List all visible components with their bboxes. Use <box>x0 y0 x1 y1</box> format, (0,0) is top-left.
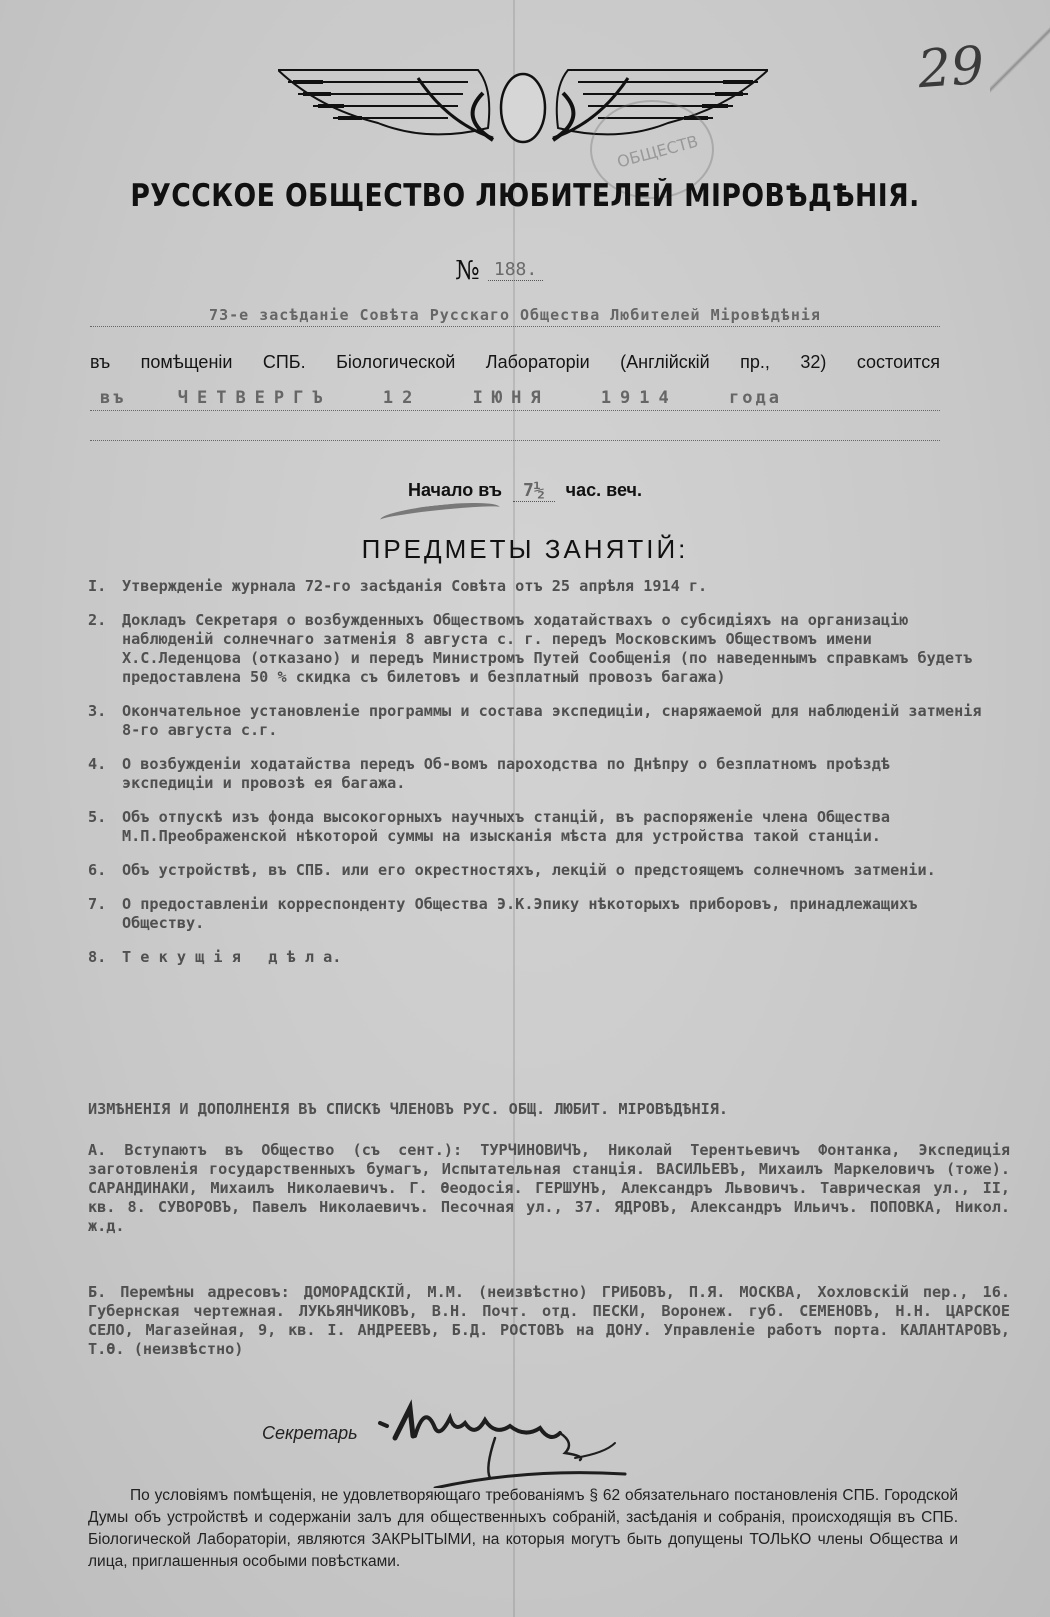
start-suffix: час. веч. <box>565 480 642 500</box>
agenda-item <box>88 755 988 793</box>
number-value: 188. <box>488 259 543 281</box>
item-text: Т е к у щ і я д ѣ л а. <box>122 948 342 966</box>
item-number: 3. <box>88 702 107 720</box>
document-number <box>455 256 543 286</box>
start-prefix: Начало въ <box>407 480 502 500</box>
item-text: Утвержденіе журнала 72-го засѣданія Совѣта отъ 25 апрѣля 1914 г. <box>122 577 708 595</box>
item-text: Объ устройствѣ, въ СПБ. или его окрестностяхъ, лекцій о предстоящемъ солнечномъ затменіи. <box>122 861 936 879</box>
item-number: 5. <box>88 808 107 826</box>
date-word: ЧЕТВЕРГЪ <box>177 388 332 408</box>
corner-crease <box>990 0 1050 120</box>
agenda-list <box>88 577 988 982</box>
venue-word: Лабораторіи <box>485 352 590 372</box>
number-label: № <box>455 256 480 286</box>
stamp-text: ОБЩЕСТВ <box>614 131 701 172</box>
item-number: 8. <box>88 948 107 966</box>
agenda-heading: ПРЕДМЕТЫ ЗАНЯТІЙ: <box>361 534 689 564</box>
pencil-mark <box>379 499 500 528</box>
new-members-section: А. Вступаютъ въ Общество (съ сент.): ТУРЧИНОВИЧЪ, Николай Терентьевичъ Фонтанка, Экспедиція заготовленія государственныхъ бумагъ, Испытательная станція. ВАСИЛЬЕВЪ, Михаилъ Маркеловичъ (тоже). САРАНДИНАКИ, Михаилъ Николаевичъ. Г. Ѳеодосія. ГЕРШУНЪ, Александръ Львовичъ. Таврическая ул., II, кв. 8. СУВОРОВЪ, Павелъ Николаевичъ. Песочная ул., 37. ЯДРОВЪ, Александръ Ильичъ. ПОПОВКА, Никол. ж.д. <box>88 1141 1010 1235</box>
venue-word: состоится <box>856 352 940 372</box>
handwritten-signature <box>375 1398 675 1488</box>
archive-page-number: 29 <box>915 35 987 101</box>
closed-meeting-notice: По условіямъ помѣщенія, не удовлетворяющаго требованіямъ § 62 обязательнаго постановленія СПБ. Городской Думы объ устройствѣ и содержаніи залъ для общественныхъ собраній, засѣданія и собранія, происходящія въ СПБ. Біологической Лабораторіи, являются ЗАКРЫТЫМИ, на которыя могутъ быть допущены ТОЛЬКО члены Общества и лица, приглашенныя особыми повѣстками. <box>88 1487 958 1570</box>
venue-word: помѣщеніи <box>140 352 233 372</box>
date-line <box>90 388 940 411</box>
item-number: 6. <box>88 861 107 879</box>
item-number: 4. <box>88 755 107 773</box>
item-text: О возбужденіи ходатайства передъ Об-вомъ пароходства по Днѣпру о безплатномъ проѣздѣ экспедиціи и провозѣ ея багажа. <box>122 755 891 792</box>
item-number: I. <box>88 577 107 595</box>
agenda-item <box>88 611 988 687</box>
agenda-item <box>88 861 988 880</box>
agenda-item <box>88 948 988 967</box>
item-text: Объ отпускѣ изъ фонда высокогорныхъ научныхъ станцій, въ распоряженіе члена Общества М.П.Преображенской нѣкоторой суммы на изысканія мѣста для устройства такой станціи. <box>122 808 891 845</box>
start-time-line <box>0 480 1050 501</box>
date-word: 12 <box>382 388 422 408</box>
venue-word: 32) <box>800 352 827 372</box>
blank-dotted-line <box>90 432 940 441</box>
agenda-item <box>88 895 988 933</box>
start-time: 7½ <box>513 480 555 502</box>
date-word: года <box>729 388 782 408</box>
item-text: Окончательное установленіе программы и состава экспедиціи, снаряжаемой для наблюденій затменія 8-го августа с.г. <box>122 702 982 739</box>
venue-word: (Англійскій <box>620 352 710 372</box>
venue-word: въ <box>90 352 111 372</box>
item-text: Докладъ Секретаря о возбужденныхъ Обществомъ ходатайствахъ о субсидіяхъ на организацію наблюденій солнечнаго затменія 8 августа с. г. передъ Московскимъ Обществомъ имени Х.С.Леденцова (отказано) и передъ Министромъ Путей Сообщенія (по наведеннымъ справкамъ будетъ предоставлена 50 % скидка съ билетовъ и безплатный провозъ багажа) <box>122 611 973 686</box>
secretary-label: Секретарь <box>262 1423 358 1443</box>
venue-word: Біологической <box>336 352 456 372</box>
address-changes-section: Б. Перемѣны адресовъ: ДОМОРАДСКІЙ, М.М. (неизвѣстно) ГРИБОВЪ, П.Я. МОСКВА, Хохловскій пер., 16. Губернская чертежная. ЛУКЬЯНЧИКОВЪ, В.Н. Почт. отд. ПЕСКИ, Воронеж. губ. СЕМЕНОВЪ, Н.Н. ЦАРСКОЕ СЕЛО, Магазейная, 9, кв. I. АНДРЕЕВЪ, Б.Д. РОСТОВЪ на ДОНУ. Управленіе работъ порта. КАЛАНТАРОВЪ, Т.Ѳ. (неизвѣстно) <box>88 1283 1010 1358</box>
venue-line <box>90 352 940 373</box>
society-title: РУССКОЕ ОБЩЕСТВО ЛЮБИТЕЛЕЙ МІРОВѢДѢНІЯ. <box>130 178 920 214</box>
venue-word: СПБ. <box>262 352 306 372</box>
agenda-item <box>88 702 988 740</box>
agenda-item <box>88 808 988 846</box>
date-word: 1914 <box>600 388 678 408</box>
venue-word: пр., <box>740 352 770 372</box>
agenda-item <box>88 577 988 596</box>
item-number: 2. <box>88 611 107 629</box>
date-word: ІЮНЯ <box>472 388 550 408</box>
item-text: О предоставленіи корреспонденту Общества Э.К.Эпику нѣкоторыхъ приборовъ, принадлежащихъ Обществу. <box>122 895 918 932</box>
item-number: 7. <box>88 895 107 913</box>
session-line: 73-е засѣданіе Совѣта Русскаго Общества Любителей Міровѣдѣнія <box>90 306 940 327</box>
membership-changes-heading: ИЗМѢНЕНІЯ И ДОПОЛНЕНІЯ ВЪ СПИСКѢ ЧЛЕНОВЪ РУС. ОБЩ. ЛЮБИТ. МІРОВѢДѢНІЯ. <box>88 1100 729 1118</box>
date-word: въ <box>100 388 127 408</box>
